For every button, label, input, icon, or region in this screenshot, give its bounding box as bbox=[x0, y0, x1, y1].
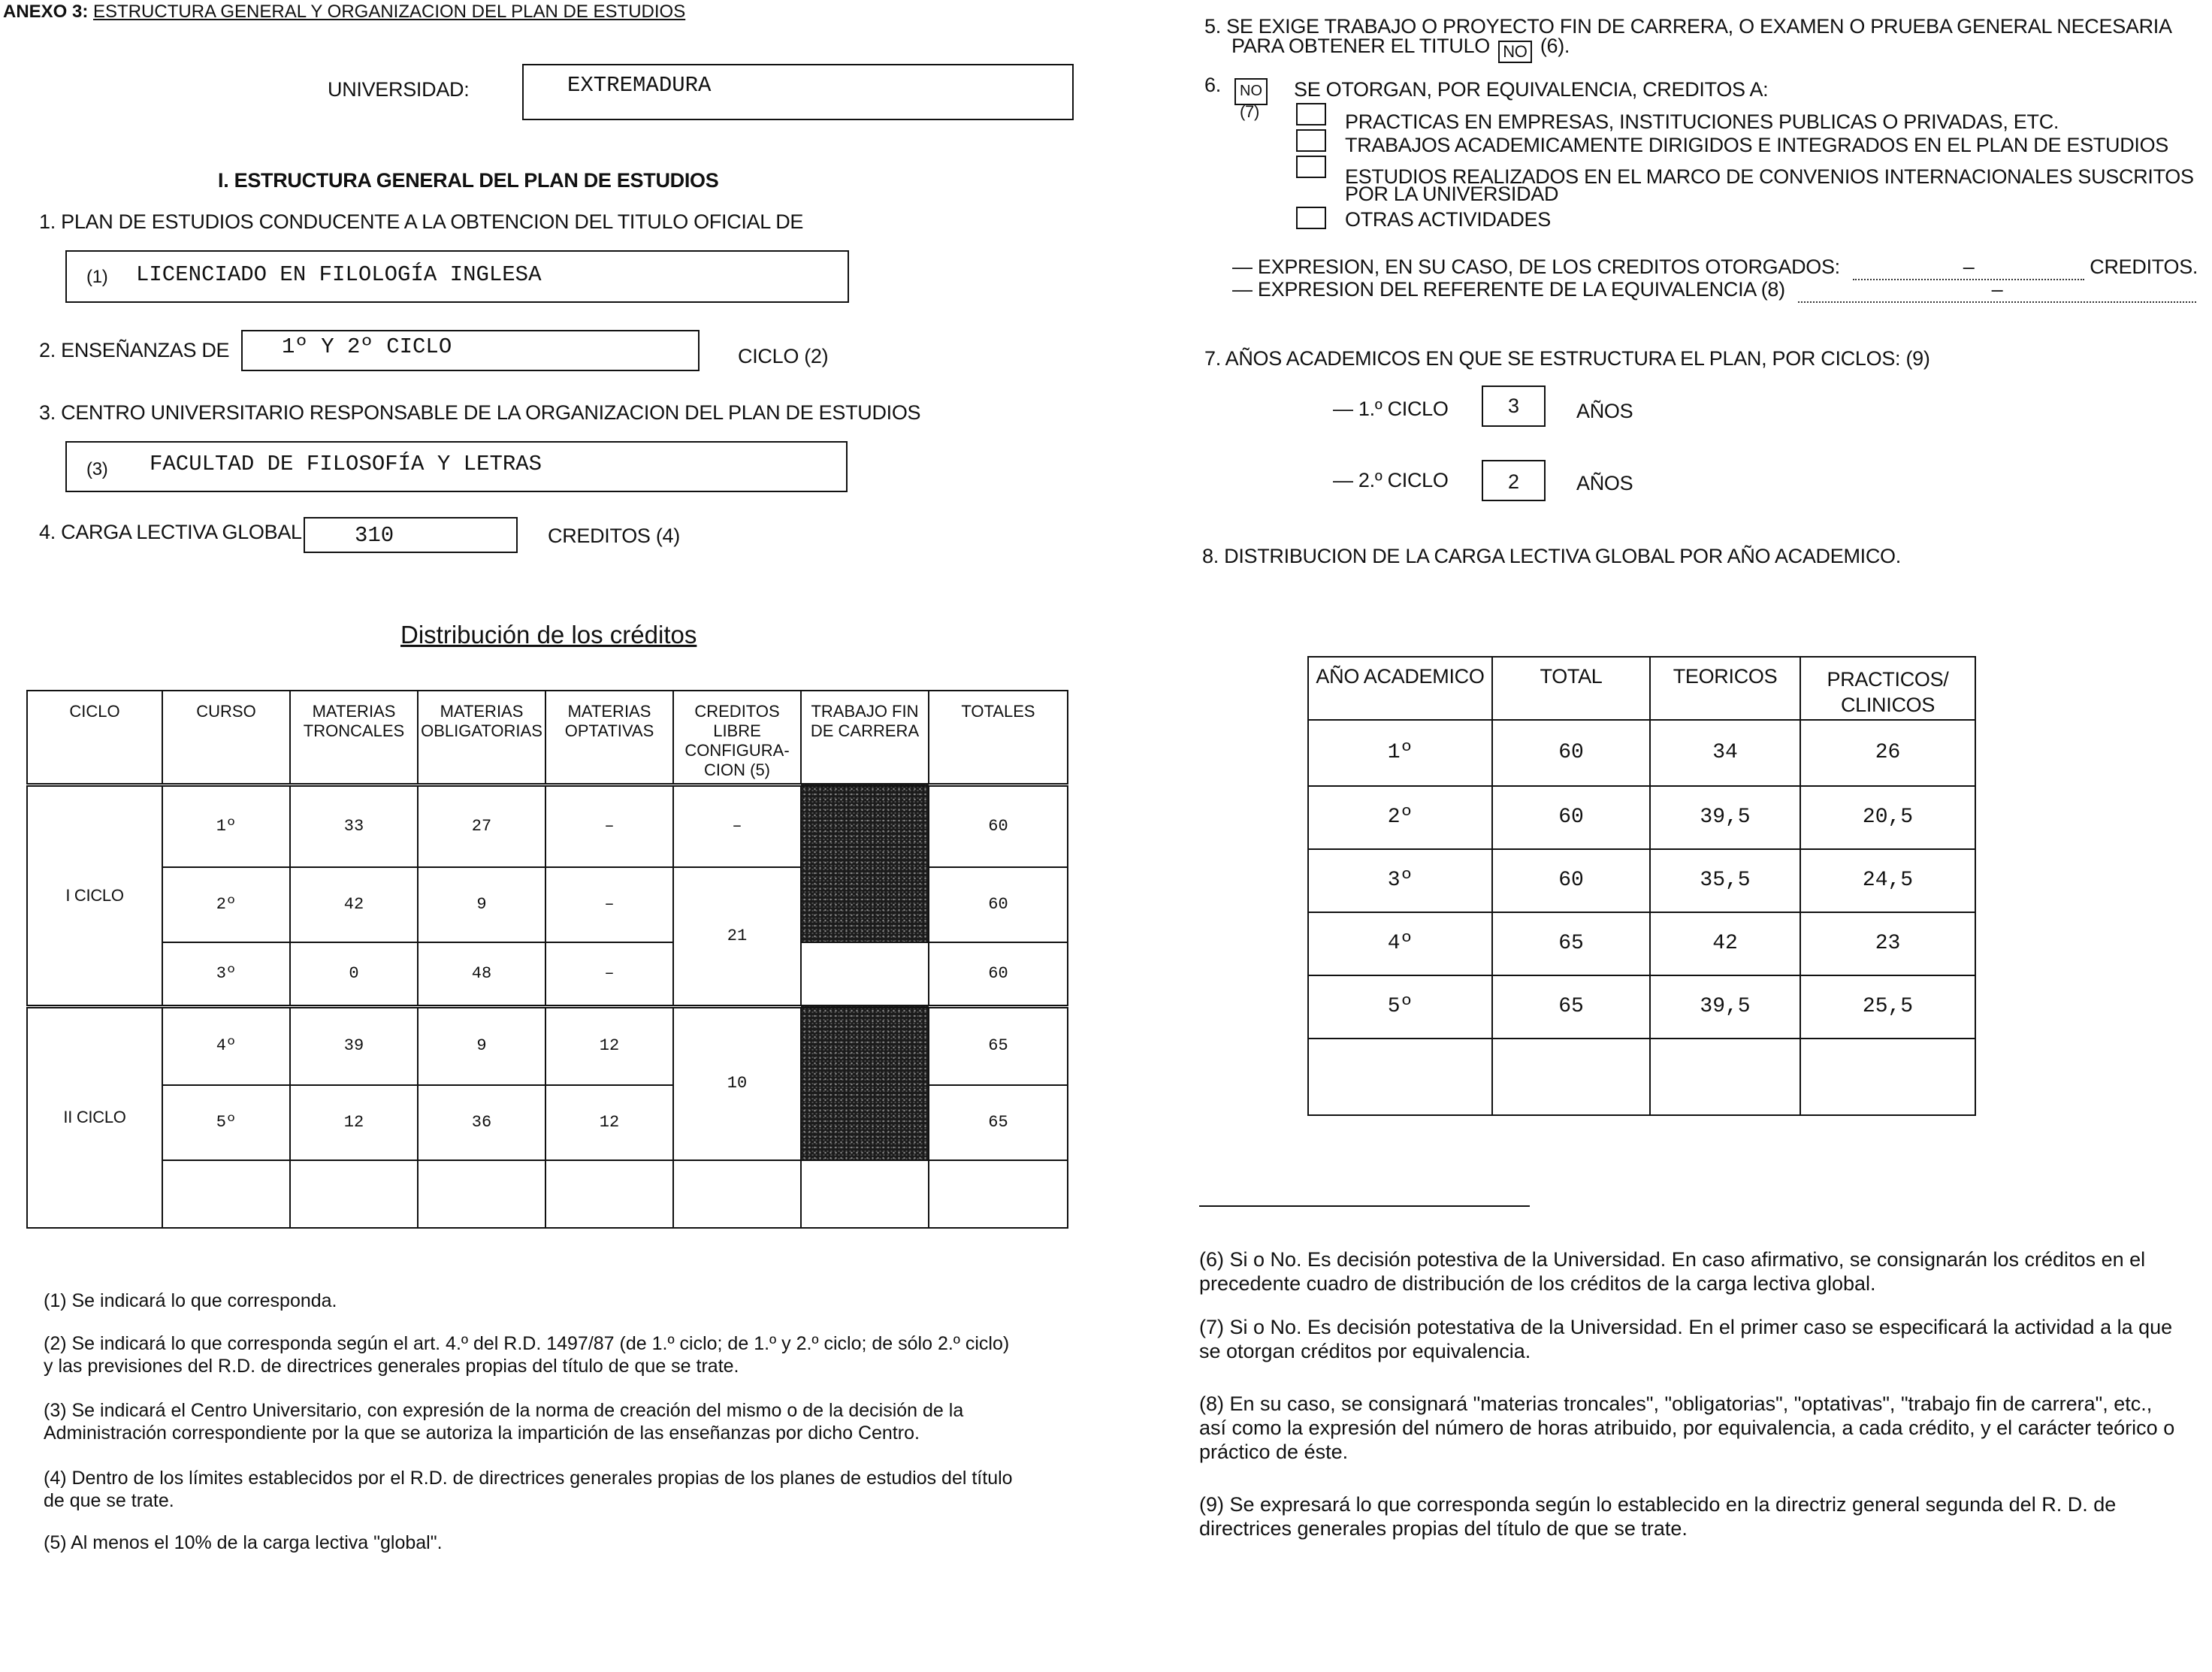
item7-c1-value: 3 bbox=[1507, 395, 1520, 417]
footnote-4: (4) Dentro de los límites establecidos por el R.D. de directrices generales propias de los planes de estudios del título de que se trate. bbox=[44, 1468, 1013, 1511]
expr1-row bbox=[1232, 255, 2209, 280]
practicos-cell: 26 bbox=[1800, 720, 1975, 786]
header-optativas: MATERIAS OPTATIVAS bbox=[545, 691, 673, 785]
troncales-cell: 33 bbox=[290, 785, 418, 867]
header-teoricos: TEORICOS bbox=[1650, 657, 1800, 720]
practicos-cell: 20,5 bbox=[1800, 786, 1975, 849]
libre-ciclo1-cell: 21 bbox=[673, 867, 801, 1006]
totales-cell: 60 bbox=[929, 785, 1068, 867]
teoricos-cell: 34 bbox=[1650, 720, 1800, 786]
expr1-label: — EXPRESION, EN SU CASO, DE LOS CREDITOS OTORGADOS: bbox=[1232, 255, 1840, 278]
troncales-cell: 42 bbox=[290, 867, 418, 942]
item7-c1-box bbox=[1482, 385, 1546, 427]
expr1-dots bbox=[1853, 255, 2084, 280]
option-otras: OTRAS ACTIVIDADES bbox=[1345, 208, 1551, 231]
expr2-label: — EXPRESION DEL REFERENTE DE LA EQUIVALENCIA (8) bbox=[1232, 278, 1785, 301]
item2-label: 2. ENSEÑANZAS DE bbox=[39, 339, 230, 361]
expr2-value: – bbox=[1991, 278, 2003, 301]
item5-line1: 5. SE EXIGE TRABAJO O PROYECTO FIN DE CARRERA, O EXAMEN O PRUEBA GENERAL NECESARIA bbox=[1204, 15, 2172, 38]
curso-cell: 4º bbox=[162, 1006, 290, 1085]
expr1-suffix: CREDITOS. bbox=[2090, 255, 2198, 278]
table-row bbox=[1308, 786, 1975, 849]
item3-ref: (3) bbox=[86, 459, 108, 479]
item2-suffix: CICLO (2) bbox=[738, 345, 829, 367]
expr2-dots bbox=[1798, 278, 2196, 303]
header-totales: TOTALES bbox=[929, 691, 1068, 785]
item5-value-box bbox=[1498, 41, 1531, 63]
table-row bbox=[1308, 720, 1975, 786]
header-curso: CURSO bbox=[162, 691, 290, 785]
footnote-2: (2) Se indicará lo que corresponda según el art. 4.º del R.D. 1497/87 (de 1.º ciclo; de 1.º y 2.º ciclo; de sólo 2.º ciclo) y las previsiones del R.D. de directrices generales propias del título de que se trate. bbox=[44, 1333, 1010, 1377]
empty-cell bbox=[290, 1160, 418, 1228]
obligatorias-cell: 9 bbox=[418, 867, 545, 942]
total-cell: 60 bbox=[1492, 849, 1650, 912]
item7-c2-label: — 2.º CICLO bbox=[1333, 469, 1449, 491]
item5-value: NO bbox=[1503, 42, 1528, 61]
table-row bbox=[27, 942, 1068, 1006]
practicos-cell: 25,5 bbox=[1800, 975, 1975, 1039]
header-ciclo: CICLO bbox=[27, 691, 162, 785]
table-row bbox=[1308, 975, 1975, 1039]
optativas-cell: 12 bbox=[545, 1085, 673, 1160]
trabajo-fin-shaded-cell bbox=[801, 785, 929, 942]
totales-cell: 65 bbox=[929, 1006, 1068, 1085]
option-practicas: PRACTICAS EN EMPRESAS, INSTITUCIONES PUBLICAS O PRIVADAS, ETC. bbox=[1345, 110, 2059, 133]
header-libre: CREDITOS LIBRE CONFIGURA-CION (5) bbox=[673, 691, 801, 785]
optativas-cell: – bbox=[545, 942, 673, 1006]
header-obligatorias: MATERIAS OBLIGATORIAS bbox=[418, 691, 545, 785]
table-row bbox=[1308, 912, 1975, 975]
item5-ref: (6). bbox=[1540, 35, 1570, 57]
year-cell: 3º bbox=[1308, 849, 1492, 912]
footnote-8: (8) En su caso, se consignará "materias troncales", "obligatorias", "optativas", "trabajo fin de carrera", etc., así como la expresión del número de horas atribuido, por equivalencia, a cada crédito, y el carácter teórico o práctico de éste. bbox=[1199, 1392, 2175, 1463]
universidad-field bbox=[522, 64, 1074, 120]
optativas-cell: – bbox=[545, 785, 673, 867]
annex-heading bbox=[3, 2, 685, 23]
empty-cell bbox=[418, 1160, 545, 1228]
total-cell: 65 bbox=[1492, 912, 1650, 975]
teoricos-cell: 39,5 bbox=[1650, 786, 1800, 849]
empty-cell bbox=[1650, 1039, 1800, 1115]
obligatorias-cell: 36 bbox=[418, 1085, 545, 1160]
total-cell: 65 bbox=[1492, 975, 1650, 1039]
universidad-label: UNIVERSIDAD: bbox=[328, 78, 470, 101]
curso-cell: 1º bbox=[162, 785, 290, 867]
obligatorias-cell: 27 bbox=[418, 785, 545, 867]
obligatorias-cell: 48 bbox=[418, 942, 545, 1006]
obligatorias-cell: 9 bbox=[418, 1006, 545, 1085]
trabajo-fin-shaded-cell bbox=[801, 1006, 929, 1160]
totales-cell: 65 bbox=[929, 1085, 1068, 1160]
table-row bbox=[27, 785, 1068, 867]
practicos-cell: 24,5 bbox=[1800, 849, 1975, 912]
item6-ref: (7) bbox=[1240, 102, 1259, 121]
item1-label: 1. PLAN DE ESTUDIOS CONDUCENTE A LA OBTENCION DEL TITULO OFICIAL DE bbox=[39, 210, 804, 233]
libre-ciclo2-cell: 10 bbox=[673, 1006, 801, 1160]
totales-cell: 60 bbox=[929, 867, 1068, 942]
item3-label: 3. CENTRO UNIVERSITARIO RESPONSABLE DE LA ORGANIZACION DEL PLAN DE ESTUDIOS bbox=[39, 401, 921, 424]
empty-cell bbox=[1800, 1039, 1975, 1115]
table-row-empty bbox=[1308, 1039, 1975, 1115]
item7-c1-label: — 1.º CICLO bbox=[1333, 398, 1449, 420]
item5-line2: PARA OBTENER EL TITULO bbox=[1231, 35, 1490, 57]
item1-value: LICENCIADO EN FILOLOGÍA INGLESA bbox=[136, 262, 542, 287]
footnote-5: (5) Al menos el 10% de la carga lectiva "global". bbox=[44, 1532, 443, 1553]
item7-c2-value: 2 bbox=[1507, 470, 1520, 493]
item5-line2-wrap bbox=[1231, 35, 1570, 59]
footnote-divider bbox=[1199, 1205, 1530, 1207]
item1-field bbox=[65, 250, 849, 303]
distribution-title: Distribución de los créditos bbox=[400, 621, 697, 649]
item2-value: 1º Y 2º CICLO bbox=[282, 334, 452, 359]
year-cell: 4º bbox=[1308, 912, 1492, 975]
ciclo-1-label: I CICLO bbox=[27, 785, 162, 1006]
option-trabajos: TRABAJOS ACADEMICAMENTE DIRIGIDOS E INTEGRADOS EN EL PLAN DE ESTUDIOS bbox=[1345, 134, 2169, 156]
teoricos-cell: 39,5 bbox=[1650, 975, 1800, 1039]
empty-cell bbox=[801, 1160, 929, 1228]
teoricos-cell: 42 bbox=[1650, 912, 1800, 975]
empty-cell bbox=[1492, 1039, 1650, 1115]
libre-cell: – bbox=[673, 785, 801, 867]
credits-table bbox=[26, 690, 1068, 1229]
curso-cell: 2º bbox=[162, 867, 290, 942]
empty-cell bbox=[1308, 1039, 1492, 1115]
total-cell: 60 bbox=[1492, 786, 1650, 849]
teoricos-cell: 35,5 bbox=[1650, 849, 1800, 912]
item4-value: 310 bbox=[355, 523, 394, 548]
item7-c2-box bbox=[1482, 460, 1546, 501]
troncales-cell: 0 bbox=[290, 942, 418, 1006]
table-row bbox=[1308, 849, 1975, 912]
header-total: TOTAL bbox=[1492, 657, 1650, 720]
item1-ref: (1) bbox=[86, 267, 108, 287]
checkbox-practicas[interactable] bbox=[1296, 103, 1326, 125]
option-estudios: ESTUDIOS REALIZADOS EN EL MARCO DE CONVENIOS INTERNACIONALES SUSCRITOS bbox=[1345, 165, 2194, 188]
item8-label: 8. DISTRIBUCION DE LA CARGA LECTIVA GLOBAL POR AÑO ACADEMICO. bbox=[1202, 545, 1901, 567]
item7-c2-unit: AÑOS bbox=[1576, 472, 1633, 494]
empty-cell bbox=[545, 1160, 673, 1228]
empty-cell bbox=[162, 1160, 290, 1228]
optativas-cell: 12 bbox=[545, 1006, 673, 1085]
practicos-cell: 23 bbox=[1800, 912, 1975, 975]
curso-cell: 3º bbox=[162, 942, 290, 1006]
annex-title: ESTRUCTURA GENERAL Y ORGANIZACION DEL PLAN DE ESTUDIOS bbox=[93, 2, 686, 22]
footnote-7: (7) Si o No. Es decisión potestativa de la Universidad. En el primer caso se especificará la actividad a la que se otorgan créditos por equivalencia. bbox=[1199, 1316, 2173, 1362]
item4-label: 4. CARGA LECTIVA GLOBAL bbox=[39, 521, 302, 543]
total-cell: 60 bbox=[1492, 720, 1650, 786]
table-row-empty bbox=[27, 1160, 1068, 1228]
header-troncales: MATERIAS TRONCALES bbox=[290, 691, 418, 785]
optativas-cell: – bbox=[545, 867, 673, 942]
footnote-6: (6) Si o No. Es decisión potestiva de la Universidad. En caso afirmativo, se consignarán los créditos en el precedente cuadro de distribución de los créditos de la carga lectiva global. bbox=[1199, 1248, 2146, 1295]
option-estudios-cont: POR LA UNIVERSIDAD bbox=[1345, 183, 1559, 205]
header-practicos: PRACTICOS/ CLINICOS bbox=[1800, 657, 1975, 720]
header-ano: AÑO ACADEMICO bbox=[1308, 657, 1492, 720]
curso-cell: 5º bbox=[162, 1085, 290, 1160]
item3-value: FACULTAD DE FILOSOFÍA Y LETRAS bbox=[150, 452, 542, 476]
universidad-value: EXTREMADURA bbox=[567, 73, 712, 98]
footnote-3: (3) Se indicará el Centro Universitario, con expresión de la norma de creación del mismo o de la decisión de la Administración correspondiente por la que se autoriza la impartición de las enseñanzas por dicho Centro. bbox=[44, 1400, 964, 1444]
year-cell: 1º bbox=[1308, 720, 1492, 786]
year-cell: 5º bbox=[1308, 975, 1492, 1039]
annex-prefix: ANEXO 3: bbox=[3, 2, 89, 22]
totales-cell: 60 bbox=[929, 942, 1068, 1006]
item3-field bbox=[65, 441, 848, 492]
item2-field bbox=[241, 330, 700, 371]
year-table bbox=[1307, 656, 1976, 1116]
item7-label: 7. AÑOS ACADEMICOS EN QUE SE ESTRUCTURA EL PLAN, POR CICLOS: (9) bbox=[1204, 347, 1930, 370]
expr2-row bbox=[1232, 278, 2209, 303]
empty-cell bbox=[673, 1160, 801, 1228]
trabajo-fin-empty-cell bbox=[801, 942, 929, 1006]
footnote-1: (1) Se indicará lo que corresponda. bbox=[44, 1290, 337, 1311]
table-row bbox=[27, 1006, 1068, 1085]
section-title: I. ESTRUCTURA GENERAL DEL PLAN DE ESTUDIOS bbox=[218, 169, 719, 192]
item7-c1-unit: AÑOS bbox=[1576, 400, 1633, 422]
troncales-cell: 39 bbox=[290, 1006, 418, 1085]
empty-cell bbox=[929, 1160, 1068, 1228]
checkbox-estudios[interactable] bbox=[1296, 156, 1326, 178]
item6-label: SE OTORGAN, POR EQUIVALENCIA, CREDITOS A: bbox=[1294, 78, 1769, 101]
item6-num: 6. bbox=[1204, 74, 1221, 96]
item4-field bbox=[304, 517, 518, 553]
ciclo-2-label: II CICLO bbox=[27, 1006, 162, 1228]
troncales-cell: 12 bbox=[290, 1085, 418, 1160]
year-cell: 2º bbox=[1308, 786, 1492, 849]
item6-value-box bbox=[1234, 78, 1268, 105]
checkbox-trabajos[interactable] bbox=[1296, 129, 1326, 152]
footnote-9: (9) Se expresará lo que corresponda según lo establecido en la directriz general segunda del R. D. de directrices generales propias del título de que se trate. bbox=[1199, 1493, 2117, 1540]
item4-suffix: CREDITOS (4) bbox=[548, 525, 680, 547]
item6-value: NO bbox=[1240, 83, 1262, 99]
expr1-value: – bbox=[1963, 255, 1975, 278]
checkbox-otras[interactable] bbox=[1296, 207, 1326, 229]
header-trabajo: TRABAJO FIN DE CARRERA bbox=[801, 691, 929, 785]
